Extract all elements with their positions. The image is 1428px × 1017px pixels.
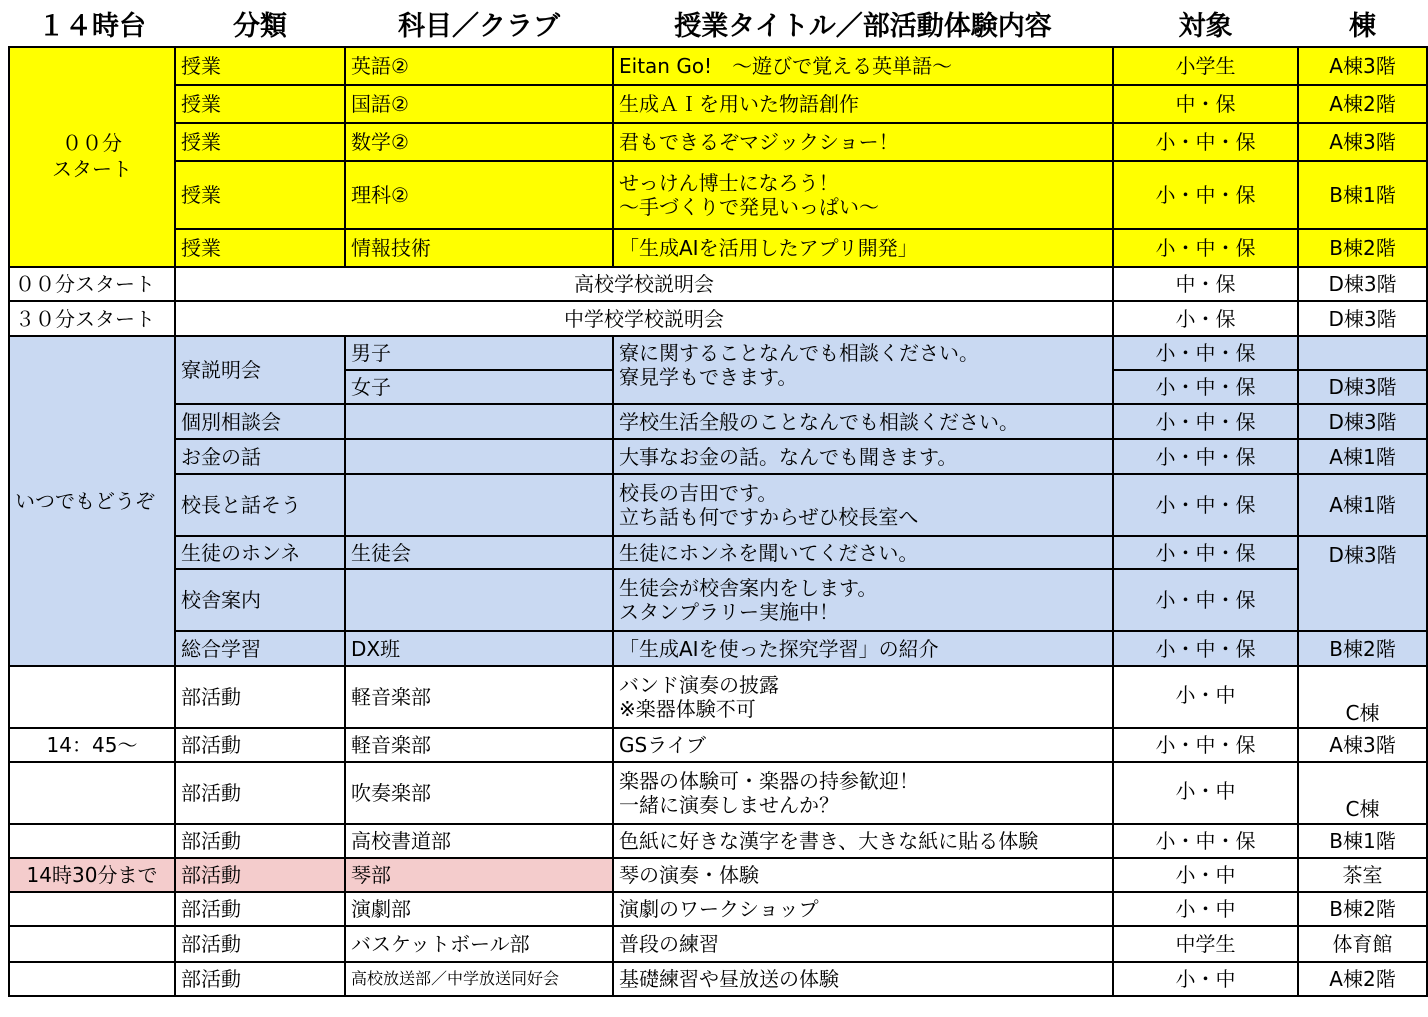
building-cell: B棟2階 (1298, 631, 1427, 666)
session-title-cell: 中学校学校説明会 (175, 301, 1113, 336)
category-cell: 個別相談会 (175, 404, 345, 439)
building-cell: B棟2階 (1298, 229, 1427, 267)
subject-cell: 高校放送部／中学放送同好会 (345, 962, 613, 996)
category-cell: 生徒のホンネ (175, 536, 345, 569)
title-line2: 寮見学もできます。 (619, 365, 798, 389)
category-cell: 部活動 (175, 824, 345, 858)
target-cell: 小・中 (1113, 962, 1298, 996)
title-line2: ※楽器体験不可 (619, 697, 756, 721)
title-cell (613, 474, 1113, 536)
building-cell: D棟3階 (1298, 536, 1427, 631)
subject-cell: バスケットボール部 (345, 926, 613, 962)
building-cell: D棟3階 (1298, 370, 1427, 404)
dorm-row-boys (9, 336, 1427, 370)
time-cell-empty (9, 824, 175, 858)
title-cell: 学校生活全般のことなんでも相談ください。 (613, 404, 1113, 439)
target-cell: 小・中・保 (1113, 161, 1298, 229)
club-row-basketball (9, 926, 1427, 962)
time-cell: ３０分スタート (9, 301, 175, 336)
time-cell-empty (9, 666, 175, 728)
time-cell-empty (9, 962, 175, 996)
building-cell: A棟3階 (1298, 728, 1427, 762)
title-cell: 生成ＡＩを用いた物語創作 (613, 85, 1113, 123)
title-cell: 君もできるぞマジックショー！ (613, 123, 1113, 161)
subject-cell: 生徒会 (345, 536, 613, 569)
target-cell: 小・中・保 (1113, 229, 1298, 267)
money-row (9, 439, 1427, 474)
target-cell: 小・中 (1113, 762, 1298, 824)
category-cell: 部活動 (175, 892, 345, 926)
time-cell-empty (9, 926, 175, 962)
lesson-time-line2: スタート (52, 157, 132, 181)
lesson-time-cell (9, 47, 175, 267)
target-cell: 小・中・保 (1113, 536, 1298, 569)
category-cell: 部活動 (175, 728, 345, 762)
club-row-drama (9, 892, 1427, 926)
title-cell: GSライブ (613, 728, 1113, 762)
category-cell: 校舎案内 (175, 569, 345, 631)
category-cell: 授業 (175, 161, 345, 229)
session-row-juniorhigh (9, 301, 1427, 336)
time-cell: 14時30分まで (9, 858, 175, 892)
club-row-gs (9, 728, 1427, 762)
subject-cell-empty (345, 404, 613, 439)
time-cell-empty (9, 762, 175, 824)
building-cell: A棟1階 (1298, 439, 1427, 474)
title-line1: 生徒会が校舎案内をします。 (619, 576, 878, 600)
building-cell: A棟3階 (1298, 47, 1427, 85)
title-cell: 「生成AIを活用したアプリ開発」 (613, 229, 1113, 267)
subject-cell: 数学② (345, 123, 613, 161)
header-target: 対象 (1178, 10, 1233, 42)
category-cell: 授業 (175, 229, 345, 267)
target-cell: 小・中・保 (1113, 404, 1298, 439)
target-cell: 小・中 (1113, 892, 1298, 926)
building-cell: A棟2階 (1298, 962, 1427, 996)
building-cell-empty (1298, 336, 1427, 370)
category-cell: 部活動 (175, 926, 345, 962)
target-cell: 小・中 (1113, 666, 1298, 728)
header-time: １４時台 (38, 10, 146, 42)
subject-cell-empty (345, 439, 613, 474)
tour-row (9, 569, 1427, 631)
category-cell: 部活動 (175, 762, 345, 824)
target-cell: 中・保 (1113, 85, 1298, 123)
title-cell: 琴の演奏・体験 (613, 858, 1113, 892)
title-cell: 色紙に好きな漢字を書き、大きな紙に貼る体験 (613, 824, 1113, 858)
time-cell-empty (9, 892, 175, 926)
club-row-band (9, 666, 1427, 728)
category-cell: 部活動 (175, 858, 345, 892)
lesson-row-english (9, 47, 1427, 85)
category-cell: 総合学習 (175, 631, 345, 666)
building-cell: A棟2階 (1298, 85, 1427, 123)
subject-cell: 男子 (345, 336, 613, 370)
building-cell: A棟1階 (1298, 474, 1427, 536)
subject-cell: 女子 (345, 370, 613, 404)
title-line2: ～手づくりで発見いっぱい～ (619, 195, 879, 219)
title-line2: 立ち話も何ですからぜひ校長室へ (619, 505, 919, 529)
category-cell: 部活動 (175, 666, 345, 728)
subject-cell: 英語② (345, 47, 613, 85)
subject-cell: 高校書道部 (345, 824, 613, 858)
header-row (9, 0, 1427, 47)
building-cell: B棟1階 (1298, 824, 1427, 858)
target-cell: 中・保 (1113, 267, 1298, 301)
building-cell: D棟3階 (1298, 267, 1427, 301)
title-line1: バンド演奏の披露 (619, 673, 779, 697)
subject-cell-empty (345, 569, 613, 631)
club-row-broadcast (9, 962, 1427, 996)
dx-row (9, 631, 1427, 666)
subject-cell: 吹奏楽部 (345, 762, 613, 824)
target-cell: 小・保 (1113, 301, 1298, 336)
title-cell: 普段の練習 (613, 926, 1113, 962)
session-row-highschool (9, 267, 1427, 301)
subject-cell: DX班 (345, 631, 613, 666)
consult-row (9, 404, 1427, 439)
title-line1: 校長の吉田です。 (619, 481, 778, 505)
building-cell: 体育館 (1298, 926, 1427, 962)
subject-cell: 琴部 (345, 858, 613, 892)
category-cell: お金の話 (175, 439, 345, 474)
header-subject: 科目／クラブ (398, 10, 560, 42)
category-cell: 寮説明会 (175, 336, 345, 404)
target-cell: 小・中・保 (1113, 370, 1298, 404)
title-line1: せっけん博士になろう！ (619, 171, 839, 195)
subject-cell: 理科② (345, 161, 613, 229)
target-cell: 中学生 (1113, 926, 1298, 962)
time-cell: 14：45～ (9, 728, 175, 762)
building-cell: C棟 (1298, 666, 1427, 728)
subject-cell: 軽音楽部 (345, 666, 613, 728)
category-cell: 部活動 (175, 962, 345, 996)
title-line1: 寮に関することなんでも相談ください。 (619, 341, 979, 365)
target-cell: 小・中・保 (1113, 123, 1298, 161)
title-cell: 大事なお金の話。なんでも聞きます。 (613, 439, 1113, 474)
title-cell (613, 336, 1113, 404)
title-cell: 基礎練習や昼放送の体験 (613, 962, 1113, 996)
session-title-cell: 高校学校説明会 (175, 267, 1113, 301)
target-cell: 小・中・保 (1113, 439, 1298, 474)
subject-cell: 軽音楽部 (345, 728, 613, 762)
schedule-table (8, 0, 1428, 997)
subject-cell: 情報技術 (345, 229, 613, 267)
target-cell: 小・中・保 (1113, 474, 1298, 536)
title-line1: 楽器の体験可・楽器の持参歓迎！ (619, 769, 919, 793)
header-category: 分類 (233, 10, 287, 42)
building-cell: D棟3階 (1298, 301, 1427, 336)
subject-cell: 演劇部 (345, 892, 613, 926)
category-cell: 校長と話そう (175, 474, 345, 536)
principal-row (9, 474, 1427, 536)
lesson-row-science (9, 161, 1427, 229)
target-cell: 小・中・保 (1113, 824, 1298, 858)
subject-cell-empty (345, 474, 613, 536)
header-building: 棟 (1349, 10, 1376, 42)
target-cell: 小・中・保 (1113, 569, 1298, 631)
anytime-time-cell: いつでもどうぞ (9, 336, 175, 666)
target-cell: 小・中・保 (1113, 631, 1298, 666)
building-cell: B棟2階 (1298, 892, 1427, 926)
building-cell: A棟3階 (1298, 123, 1427, 161)
building-cell: 茶室 (1298, 858, 1427, 892)
target-cell: 小・中・保 (1113, 728, 1298, 762)
subject-cell: 国語② (345, 85, 613, 123)
title-cell (613, 161, 1113, 229)
title-line2: 一緒に演奏しませんか？ (619, 793, 839, 817)
club-row-koto (9, 858, 1427, 892)
building-cell: C棟 (1298, 762, 1427, 824)
title-cell (613, 762, 1113, 824)
header-title: 授業タイトル／部活動体験内容 (674, 10, 1052, 42)
title-cell: 演劇のワークショップ (613, 892, 1113, 926)
lesson-time-line1: ００分 (62, 131, 122, 155)
building-cell: D棟3階 (1298, 404, 1427, 439)
time-cell: ００分スタート (9, 267, 175, 301)
club-row-calligraphy (9, 824, 1427, 858)
category-cell: 授業 (175, 123, 345, 161)
title-line2: スタンプラリー実施中！ (619, 600, 839, 624)
honne-row (9, 536, 1427, 569)
title-cell (613, 666, 1113, 728)
title-cell: 「生成AIを使った探究学習」の紹介 (613, 631, 1113, 666)
target-cell: 小・中 (1113, 858, 1298, 892)
building-cell: B棟1階 (1298, 161, 1427, 229)
lesson-row-math (9, 123, 1427, 161)
lesson-row-japanese (9, 85, 1427, 123)
target-cell: 小・中・保 (1113, 336, 1298, 370)
title-cell: 生徒にホンネを聞いてください。 (613, 536, 1113, 569)
title-cell: Eitan Go! ～遊びで覚える英単語～ (613, 47, 1113, 85)
lesson-row-info-tech (9, 229, 1427, 267)
club-row-brass (9, 762, 1427, 824)
category-cell: 授業 (175, 47, 345, 85)
category-cell: 授業 (175, 85, 345, 123)
title-cell (613, 569, 1113, 631)
target-cell: 小学生 (1113, 47, 1298, 85)
